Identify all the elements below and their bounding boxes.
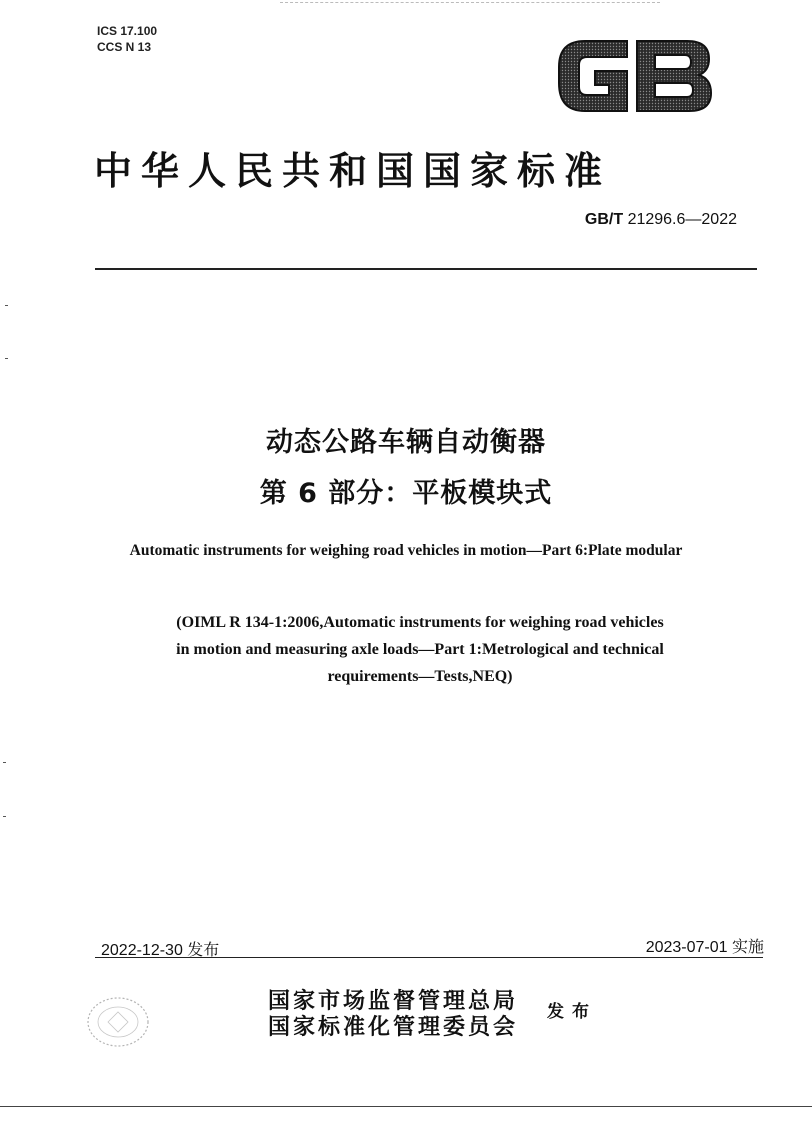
publish-label: 发布 (547, 1002, 597, 1022)
header-divider (95, 268, 757, 270)
reference-line1: (OIML R 134-1:2006,Automatic instruments for weighing road vehicles (176, 614, 664, 631)
reference-line2: in motion and measuring axle loads—Part 1:Metrological and technical (176, 641, 664, 658)
scan-mark (3, 816, 6, 817)
ccs-code: CCS N 13 (97, 40, 152, 54)
issuer-line1: 国家市场监督管理总局 (268, 988, 519, 1014)
scan-mark (5, 305, 8, 306)
top-edge-rule (280, 2, 660, 3)
classification-codes (97, 23, 157, 55)
standard-prefix: GB/T (584, 211, 624, 228)
official-seal-icon (78, 990, 158, 1060)
implementation-date: 2023-07-01 实施 (645, 939, 764, 956)
gb-logo-icon (555, 33, 713, 117)
scan-mark (3, 762, 6, 763)
issuer-line2: 国家标准化管理委员会 (268, 1014, 519, 1040)
national-standard-title: 中华人民共和国国家标准 (94, 148, 612, 193)
date-divider (95, 957, 763, 958)
standard-number-value: 21296.6—2022 (627, 211, 737, 228)
scan-mark (5, 358, 8, 359)
title-zh-line2: 第 6 部分：平板模块式 (259, 478, 553, 509)
reference-line3: requirements—Tests,NEQ) (327, 668, 513, 685)
ics-code: ICS 17.100 (97, 24, 158, 38)
issue-date: 2022-12-30 发布 (101, 942, 220, 959)
standard-number (585, 211, 737, 229)
footer-edge-rule (0, 1106, 812, 1107)
title-zh-line1: 动态公路车辆自动衡器 (266, 427, 546, 458)
title-en: Automatic instruments for weighing road vehicles in motion—Part 6:Plate modular (129, 542, 683, 559)
